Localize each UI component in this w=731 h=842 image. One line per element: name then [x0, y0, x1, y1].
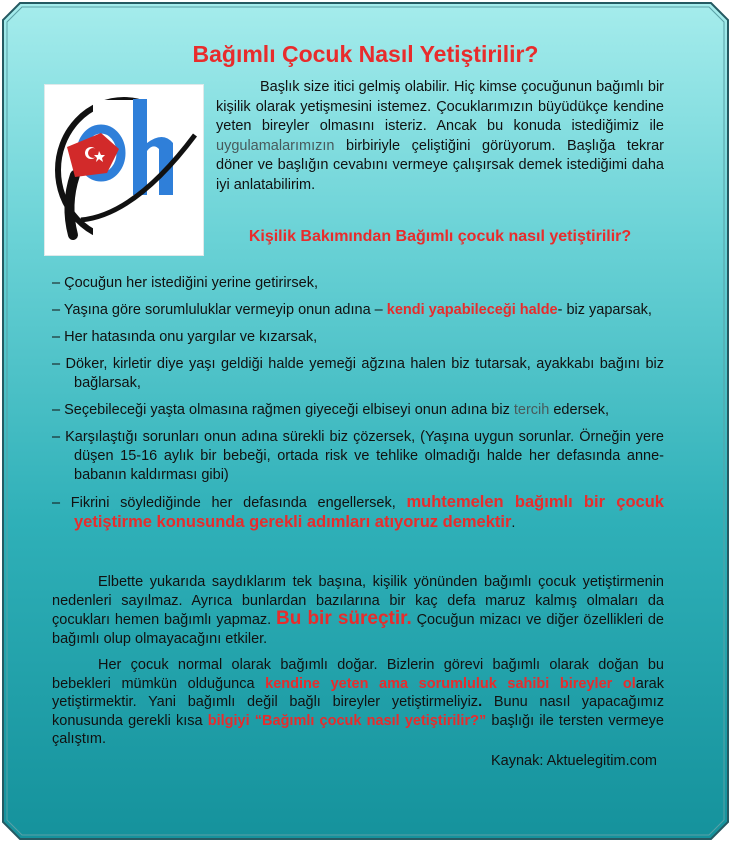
logo: [44, 84, 204, 256]
intro-link[interactable]: uygulamalarımızın: [216, 137, 335, 154]
list-item-text: – Yaşına göre sorumluluklar vermeyip onun adına –: [52, 302, 387, 318]
list-item: [52, 355, 664, 393]
list-item-text: – Seçebileceği yaşta olmasına rağmen giyeceği elbiseyi onun adına biz: [52, 402, 514, 418]
highlight-text: bilgiyi “Bağımlı çocuk nasıl yetiştirilir?”: [207, 712, 487, 729]
paragraph-1: [52, 573, 664, 648]
paragraph-text: Bunu nasıl yapacağımız konusunda gerekli kısa: [52, 694, 664, 729]
intro-paragraph: [216, 78, 664, 195]
list-item-text: edersek,: [549, 402, 609, 418]
logo-image: [45, 85, 203, 255]
list-item: [52, 428, 664, 485]
paragraph-text: başlığı ile tersten vermeye çalıştım.: [52, 712, 665, 747]
intro-text-end: birbiriyle çeliştiğini görüyorum. Başlığa tekrar döner ve başlığın cevabını vermeye çalışırsak demek istediğimi daha iyi anlatabilirim.: [216, 137, 664, 193]
highlight-text: kendine yeten ama sorumluluk sahibi bireyler ol: [265, 675, 636, 692]
paragraph-text: Çocuğun mizacı ve diğer özellikleri de bağımlı olup olmayacağını etkiler.: [52, 612, 664, 647]
list-item: [52, 401, 664, 420]
highlight-text: muhtemelen bağımlı bir çocuk yetiştirme konusunda gerekli adımları atıyoruz demektir: [74, 493, 664, 531]
list-item: [52, 274, 664, 293]
body-paragraphs: [52, 573, 664, 757]
list-item: [52, 328, 664, 347]
paragraph-text: .: [478, 694, 483, 710]
list-item: [52, 301, 664, 320]
source-credit: Kaynak: Aktuelegitim.com: [490, 753, 657, 769]
paragraph-text: Elbette yukarıda saydıklarım tek başına, kişilik yönünden bağımlı çocuk yetiştirmenin nedenleri sayılmaz. Ayrıca bunlardan bazılarına bir kaç defa maruz kalmış olmaları da çocukları hemen bağımlı yapmaz.: [52, 574, 664, 628]
section-subtitle: Kişilik Bakımından Bağımlı çocuk nasıl yetiştirilir?: [248, 228, 632, 245]
list-item-text: .: [511, 515, 516, 531]
tercih-link[interactable]: tercih: [513, 402, 550, 418]
list-item: [52, 493, 664, 533]
paragraph-2: [52, 656, 664, 749]
paragraph-text: arak yetiştirmektir. Yani bağımlı değil bağlı bireyler yetiştirmeliyiz: [52, 675, 664, 710]
list-item-text: - biz yaparsak,: [557, 302, 652, 318]
highlight-text: kendi yapabileceği halde: [386, 302, 558, 318]
list-item-text: – Her hatasında onu yargılar ve kızarsak,: [52, 329, 318, 345]
intro-text: Başlık size itici gelmiş olabilir. Hiç kimse çocuğunun bağımlı bir kişilik olarak yetişmesini istemez. Çocuklarımızın büyüdükçe kendine yeten bireyler olmasını isteriz. Ancak bu konuda istediğimiz ile: [216, 79, 664, 134]
paragraph-text: Her çocuk normal olarak bağımlı doğar. Bizlerin görevi bağımlı olarak doğan bu bebekleri mümkün olduğunca: [52, 657, 664, 692]
list-item-text: – Karşılaştığı sorunları onun adına sürekli biz çözersek, (Yaşına uygun sorunlar. Örneğin yere düşen 15-16 aylık bir bebeği, ortada risk ve tehlike olmadığı halde her defasında anne-babanın kaldırması gibi): [52, 429, 664, 483]
item-list: [52, 274, 664, 541]
list-item-text: – Fikrini söylediğinde her defasında engellersek,: [52, 495, 407, 511]
page-title: Bağımlı Çocuk Nasıl Yetiştirilir?: [192, 41, 539, 67]
list-item-text: – Döker, kirletir diye yaşı geldiği halde yemeği ağzına halen biz tutarsak, ayakkabı bağını biz bağlarsak,: [52, 356, 664, 391]
list-item-text: – Çocuğun her istediğini yerine getirirsek,: [52, 275, 318, 291]
highlight-text: Bu bir süreçtir.: [276, 608, 412, 629]
